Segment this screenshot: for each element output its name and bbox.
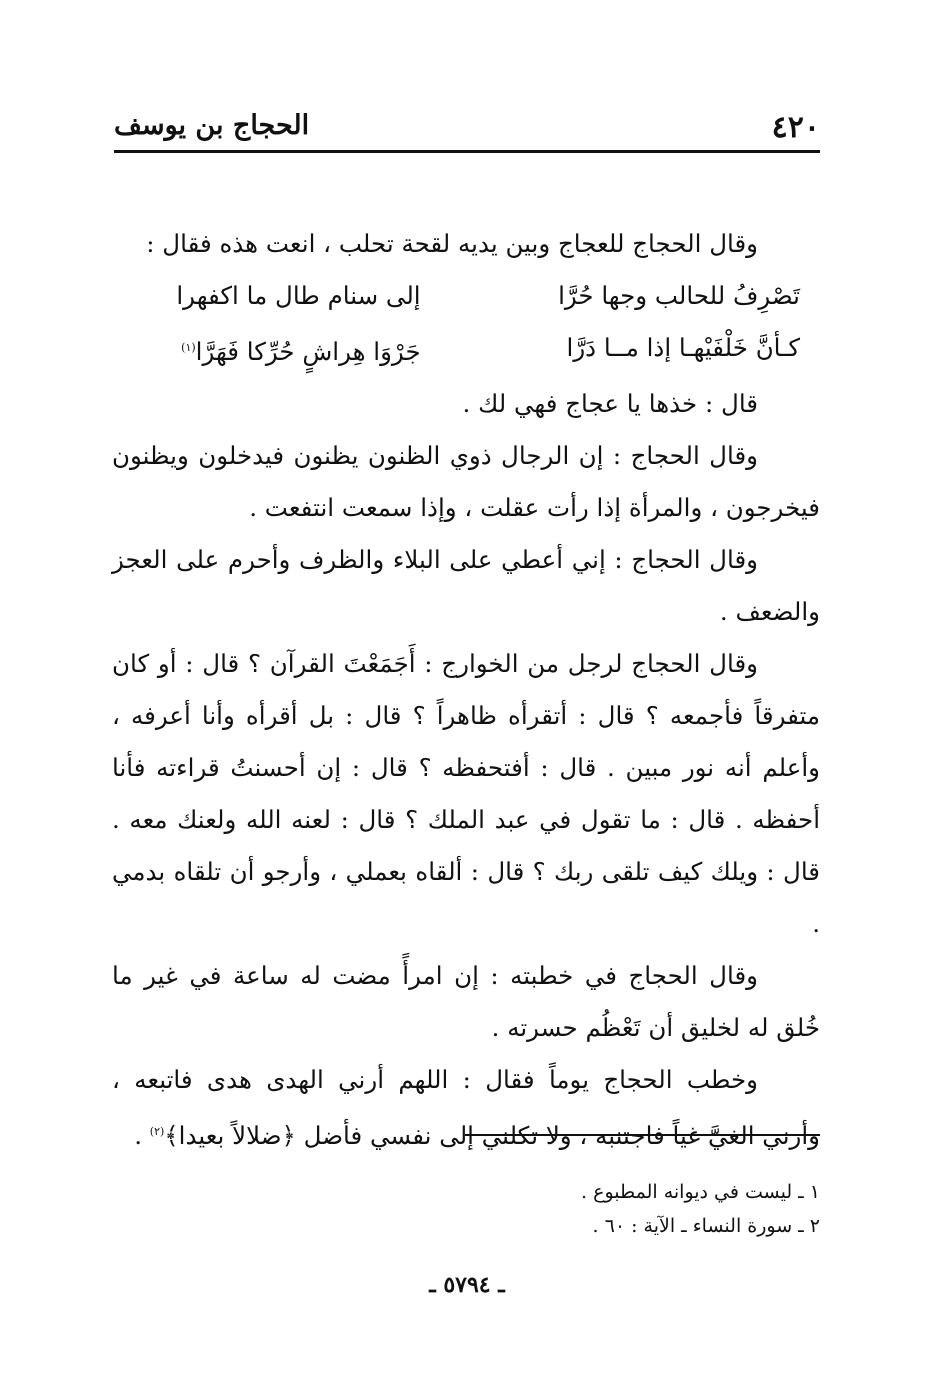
verse-1-second-hemistich: إلى سنام طال ما اكفهرا	[176, 281, 421, 310]
paragraph-1: وقال الحجاج : إن الرجال ذوي الظنون يظنون فيدخلون ويظنون فيخرجون ، والمرأة إذا رأت عقلت ، وإذا سمعت انتفعت .	[112, 441, 820, 523]
footnote-divider	[465, 1134, 820, 1136]
footnote-ref-2[interactable]: (٢)	[149, 1125, 165, 1139]
main-text	[112, 218, 820, 1162]
verse-1-first-hemistich: تَصْرِفُ للحالب وجها حُرَّا	[558, 281, 800, 310]
verse-2-second-hemistich	[112, 322, 431, 378]
footnote-1: ١ ـ ليست في ديوانه المطبوع .	[581, 1181, 820, 1203]
page-header	[114, 102, 820, 153]
page-number: ٤٢٠	[771, 110, 820, 145]
paragraph-reply: قال : خذها يا عجاج فهي لك .	[462, 389, 758, 419]
paragraph-2: وقال الحجاج : إني أعطي على البلاء والظرف وأحرم على العجز والضعف .	[112, 545, 820, 627]
poem-verse-2	[112, 322, 820, 378]
poem-verse-1	[112, 270, 820, 322]
paragraph-4: وقال الحجاج في خطبته : إن امرأً مضت له ساعة في غير ما خُلق له لخليق أن تَعْظُم حسرته .	[112, 961, 820, 1043]
paragraph-5-text: وخطب الحجاج يوماً فقال : اللهم أرني الهدى هدى فاتبعه ، وأرني الغيَّ غياً فاجتنبه ، ولا تكلني إلى نفسي فأضل ﴿ضلالاً بعيدا﴾	[112, 1065, 820, 1151]
verse-2-second-hemistich-text: جَرْوَا هِراشٍ حُرِّكا فَهَرَّا	[195, 337, 421, 367]
paragraph-3: وقال الحجاج لرجل من الخوارج : أَجَمَعْتَ القرآن ؟ قال : أو كان متفرقاً فأجمعه ؟ قال : أتقرأه ظاهراً ؟ قال : بل أقرأه وأنا أعرفه ، وأعلم أنه نور مبين . قال : أفتحفظه ؟ قال : إن أحسنتُ قراءته فأنا أحفظه . قال : ما تقول في عبد الملك ؟ قال : لعنه الله ولعنك معه . قال : ويلك كيف تلقى ربك ؟ قال : ألقاه بعملي ، وأرجو أن تلقاه بدمي .	[112, 649, 820, 939]
paragraph-intro: وقال الحجاج للعجاج وبين يديه لقحة تحلب ، انعت هذه فقال :	[146, 229, 758, 258]
verse-2-first-hemistich: كـأنَّ خَلْفَيْهـا إذا مــا دَرَّا	[566, 333, 800, 362]
paragraph-5-end: .	[134, 1121, 150, 1151]
footnote-ref-1[interactable]: (١)	[181, 341, 196, 354]
footnotes	[480, 1175, 820, 1243]
paragraph-5	[112, 1054, 820, 1162]
footnote-2: ٢ ـ سورة النساء ـ الآية : ٦٠ .	[592, 1215, 820, 1237]
running-title: الحجاج بن يوسف	[114, 110, 310, 141]
volume-page-number: ـ ٥٧٩٤ ـ	[429, 1272, 505, 1298]
